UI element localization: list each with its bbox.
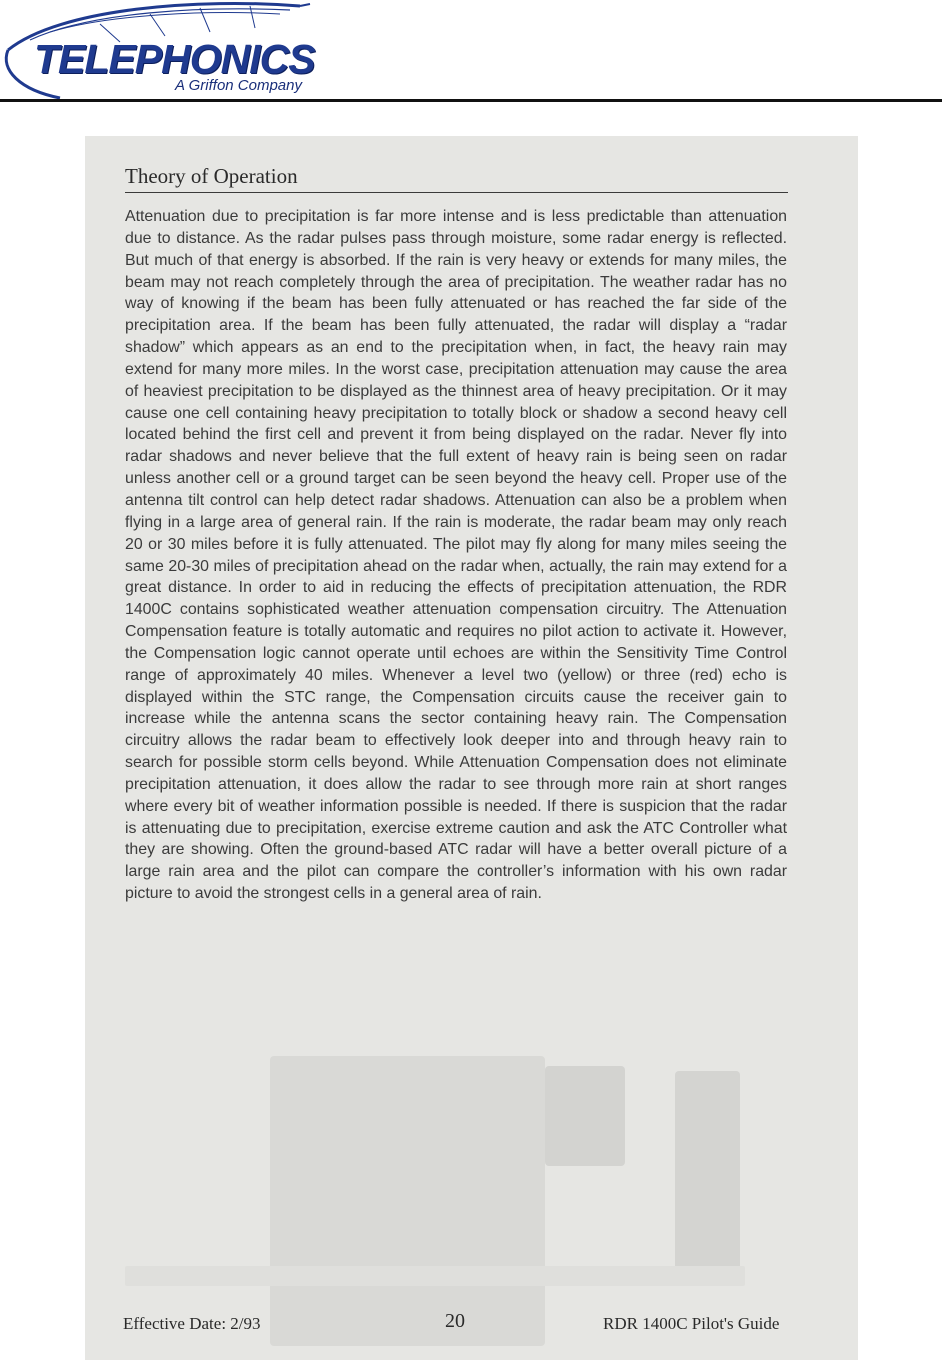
body-paragraph: Attenuation due to precipitation is far more intense and is less predictable than attenuation due to distance. As the radar pulses pass through moisture, some radar energy is reflected. But much of that energy is absorbed. If the rain is very heavy or extends for many miles, the beam may not reach completely through the area of precipitation. The weather radar has no way of knowing if the beam has been fully attenuated or has reached the far side of the precipitation area. If the beam has been fully attenuated, the radar will display a “radar shadow” which appears as an end to the precipitation when, in fact, the heavy rain may extend for many more miles. In the worst case, precipitation attenuation may cause the area of heaviest precipitation to be displayed as the thinnest area of heavy precipitation. Or it may cause one cell containing heavy precipitation to totally block or shadow a second heavy cell located behind the first cell and prevent it from being displayed on the radar. Never fly into radar shadows and never believe that the full extent of heavy rain is being seen on radar unless another cell or a ground target can be seen beyond the heavy cell. Proper use of the antenna tilt control can help detect radar shadows. Attenuation can also be a problem when flying in a large area of general rain. If the rain is moderate, the radar beam may only reach 20 or 30 miles before it is fully attenuated. The pilot may fly along for many miles seeing the same 20-30 miles of precipitation ahead on the radar when, actually, the rain may extend for a great distance. In order to aid in reducing the effects of precipitation attenuation, the RDR 1400C contains sophisticated weather attenuation compensation circuitry. The Attenuation Compensation feature is totally automatic and requires no pilot action to activate it. However, the Compensation logic cannot operate until echoes are within the Sensitivity Time Control range of approximately 40 miles. Whenever a level two (yellow) or three (red) echo is displayed within the STC range, the Compensation circuits cause the receiver gain to increase while the antenna scans the sector containing heavy rain. The Compensation circuitry allows the radar beam to effectively look deeper into and through heavy rain to search for possible storm cells beyond. While Attenuation Compensation does not eliminate precipitation attenuation, it does allow the radar to see through more rain at short ranges where every bit of weather information possible is needed. If there is suspicion that the radar is attenuating due to precipitation, exercise extreme caution and ask the ATC Controller what they are showing. Often the ground-based ATC radar will have a better overall picture of a large rain area and the pilot can compare the controller’s information with his own radar picture to avoid the strongest cells in a general area of rain. xyxy=(125,208,787,903)
logo-subtitle: A Griffon Company xyxy=(175,77,302,94)
telephonics-logo xyxy=(0,0,370,100)
page-number: 20 xyxy=(445,1310,465,1332)
title-divider xyxy=(125,192,788,193)
scanned-page xyxy=(85,136,858,1360)
background-bleedthrough xyxy=(675,1071,740,1271)
header-divider xyxy=(0,99,942,102)
logo-wordmark: TELEPHONICS xyxy=(34,36,315,82)
section-title: Theory of Operation xyxy=(125,164,298,188)
background-bleedthrough xyxy=(125,1266,745,1286)
guide-title: RDR 1400C Pilot's Guide xyxy=(603,1314,780,1333)
effective-date: Effective Date: 2/93 xyxy=(123,1314,261,1333)
document-header xyxy=(0,0,942,102)
background-bleedthrough xyxy=(545,1066,625,1166)
background-bleedthrough xyxy=(270,1056,545,1346)
